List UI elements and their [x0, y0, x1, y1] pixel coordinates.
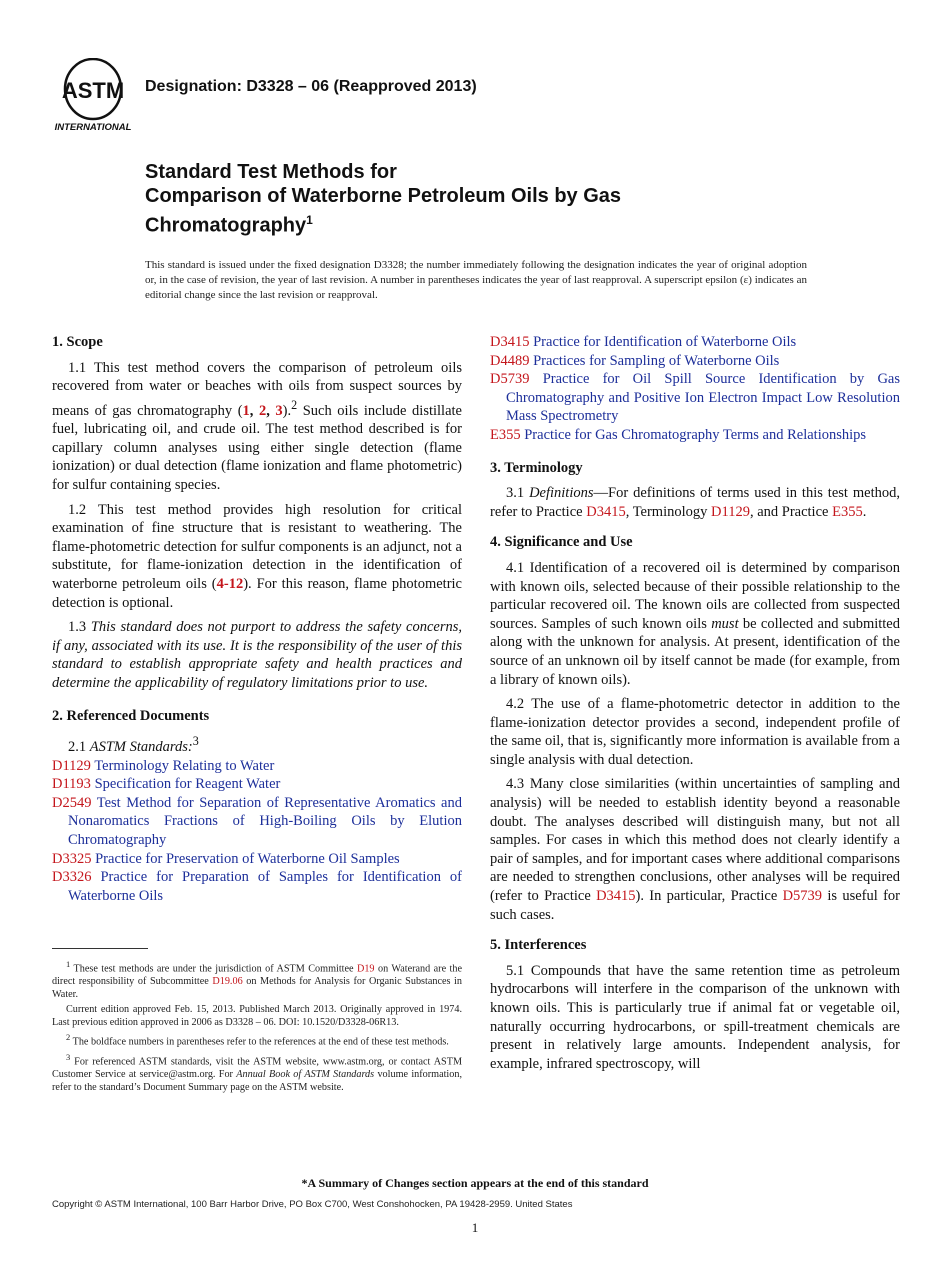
ref-item[interactable]: D3415 Practice for Identification of Waterborne Oils	[490, 334, 797, 350]
ref-e355[interactable]: E355	[832, 503, 863, 520]
title-line-1: Standard Test Methods for	[145, 161, 397, 183]
ref-item[interactable]: D3325 Practice for Preservation of Waterborne Oil Samples	[52, 850, 400, 867]
ref-item[interactable]: D2549 Test Method for Separation of Representative Aromatics and Nonaromatics Fractions of High-Boiling Oils by Elution Chromatography	[52, 794, 462, 848]
ref-item[interactable]: D1129 Terminology Relating to Water	[52, 757, 275, 774]
footnote-divider	[52, 948, 148, 949]
ref-item[interactable]: D1193 Specification for Reagent Water	[52, 776, 281, 793]
footnote-2: $^2$ The boldface numbers in parentheses refer to the references at the end of these test methods.	[66, 1032, 449, 1048]
ref-d5739[interactable]: D5739	[782, 888, 823, 905]
ref-item[interactable]: D5739 Practice for Oil Spill Source Identification by Gas Chromatography and Positive Ion Electron Impact Low Resolution Mass Spectrometry	[490, 371, 901, 425]
scope-1-3: 1.3 This standard does not purport to address the safety concerns, if any, associated with its use. It is the responsibility of the user of this standard to establish appropriate safety and health practices and determine the applicability of regulatory limitations prior to use.	[52, 619, 463, 691]
copyright: Copyright © ASTM International, 100 Barr Harbor Drive, PO Box C700, West Conshohocken, PA 19428-2959. United States	[52, 1199, 573, 1210]
referenced-documents-heading: 2. Referenced Documents	[52, 707, 210, 724]
title-line-2: Comparison of Waterborne Petroleum Oils by Gas	[145, 185, 622, 207]
significance-4-3: 4.3 Many close similarities (within uncertainties of sampling and analysis) will be needed to establish identity beyond a reasonable doubt. The analyses described will distinguish many, but not all samples. For cases in which this method does not clearly identify a pair of samples, and for important cases where additional comparisons are needed to strengthen conclusions, other analyses will be required (refer to Practice D3415). In particular, Practice D5739 is useful for such cases.	[490, 776, 900, 923]
designation: Designation: D3328 – 06 (Reapproved 2013)	[145, 78, 477, 95]
significance-heading: 4. Significance and Use	[490, 534, 633, 551]
committee-link[interactable]: D19	[356, 963, 375, 975]
footnote-3: $^3$ For referenced ASTM standards, visit the ASTM website, www.astm.org, or contact ASTM Customer Service at service@astm.org. For Annual Book of ASTM Standards volume information, refer to the standard’s Document Summary page on the ASTM website.	[52, 1051, 462, 1094]
interferences-5-1: 5.1 Compounds that have the same retention time as petroleum hydrocarbons will interfere in the comparison of the unknown with known oils. This is particularly true if animal fat or vegetable oil, naturally occurring hydrocarbons, or spill-treatment chemicals are present in relatively large amounts. Independent analysis, for example, infrared spectroscopy, will	[490, 962, 900, 1072]
summary-of-changes-note: *A Summary of Changes section appears at the end of this standard	[301, 1176, 649, 1190]
scope-heading: 1. Scope	[52, 334, 103, 350]
title-line-3	[145, 208, 805, 238]
left-column	[52, 333, 462, 905]
significance-4-1: 4.1 Identification of a recovered oil is determined by comparison with known oils, selected because of their possible relationship to the particular recovered oil. The known oils are collected from suspected sources. Samples of such known oils must be collected and submitted along with the unknown for analysis. At present, identification of the source of an unknown oil by itself cannot be made (for example, from a library of known oils).	[490, 559, 900, 688]
ref-d3415[interactable]: D3415	[596, 888, 636, 905]
terminology-heading: 3. Terminology	[490, 459, 583, 476]
title-line-3-text: Chromatography	[145, 214, 307, 237]
right-column	[490, 333, 900, 1079]
page-number: 1	[471, 1220, 479, 1235]
ref-d1129[interactable]: D1129	[711, 503, 750, 520]
subcommittee-link[interactable]: D19.06	[212, 976, 243, 988]
logo-text: ASTM	[61, 78, 125, 103]
ref-item[interactable]: D3326 Practice for Preparation of Samples for Identification of Waterborne Oils	[52, 869, 463, 904]
title-footnote-mark: 1	[306, 213, 313, 227]
terminology-3-1: 3.1 Definitions—For definitions of terms used in this test method, refer to Practice D3415, Terminology D1129, and Practice E355.	[490, 485, 900, 520]
footnotes	[52, 958, 462, 1096]
ref-d3415[interactable]: D3415	[586, 503, 626, 520]
scope-1-2: 1.2 This test method provides high resolution for critical examination of fine structure that is resistant to weathering. The flame-photometric detection for sulfur components is an adjunct, not a substitute, for flame-ionization detection in the identification of waterborne petroleum oils (4-12). For this reason, flame photometric detection is optional.	[52, 501, 462, 611]
edition-note: Current edition approved Feb. 15, 2013. Published March 2013. Originally approved in 1974. Last previous edition approved in 2006 as D3328 – 06. DOI: 10.1520/D3328-06R13.	[52, 1004, 462, 1029]
astm-standards-subheading: 2.1 ASTM Standards:$^3$	[68, 734, 199, 755]
ref-link-4-12[interactable]: 4-12	[216, 575, 244, 592]
logo-subtext: INTERNATIONAL	[54, 122, 132, 132]
intro-paragraph: This standard is issued under the fixed designation D3328; the number immediately following the designation indicates the year of original adoption or, in the case of revision, the year of last revision. A number in parentheses indicates the year of last reapproval. A superscript epsilon (ε) indicates an editorial change since the last revision or reapproval.	[145, 259, 807, 301]
footnote-mark-2: 2	[291, 397, 298, 412]
ref-item[interactable]: E355 Practice for Gas Chromatography Terms and Relationships	[490, 426, 867, 443]
scope-1-1: 1.1 This test method covers the comparison of petroleum oils recovered from water or beaches with oils from suspect sources by means of gas chromatography (1, 2, 3).$^2$ Such oils include distillate fuel, lubricating oil, and crude oil. The test method described is for capillary column analyses using either single detection (flame ionization) or dual detection (flame ionization and flame photometric) for sulfur containing species.	[52, 359, 462, 493]
ref-link-2[interactable]: 2	[258, 402, 267, 419]
document-title	[145, 160, 805, 238]
footnote-1: $^1$ These test methods are under the jurisdiction of ASTM Committee D19 on Waterand are the direct responsibility of Subcommittee D19.06 on Methods for Analysis for Organic Substances in Water.	[52, 959, 462, 1001]
ref-item[interactable]: D4489 Practices for Sampling of Waterborne Oils	[490, 352, 780, 369]
astm-logo	[52, 58, 134, 132]
significance-4-2: 4.2 The use of a flame-photometric detector in addition to the flame-ionization detector provides a second, independent profile of the same oil, that is, significantly more information is available from a single analysis with dual detection.	[490, 696, 900, 768]
ref-link-1[interactable]: 1	[242, 402, 250, 419]
ref-link-3[interactable]: 3	[275, 402, 283, 419]
interferences-heading: 5. Interferences	[490, 937, 587, 954]
